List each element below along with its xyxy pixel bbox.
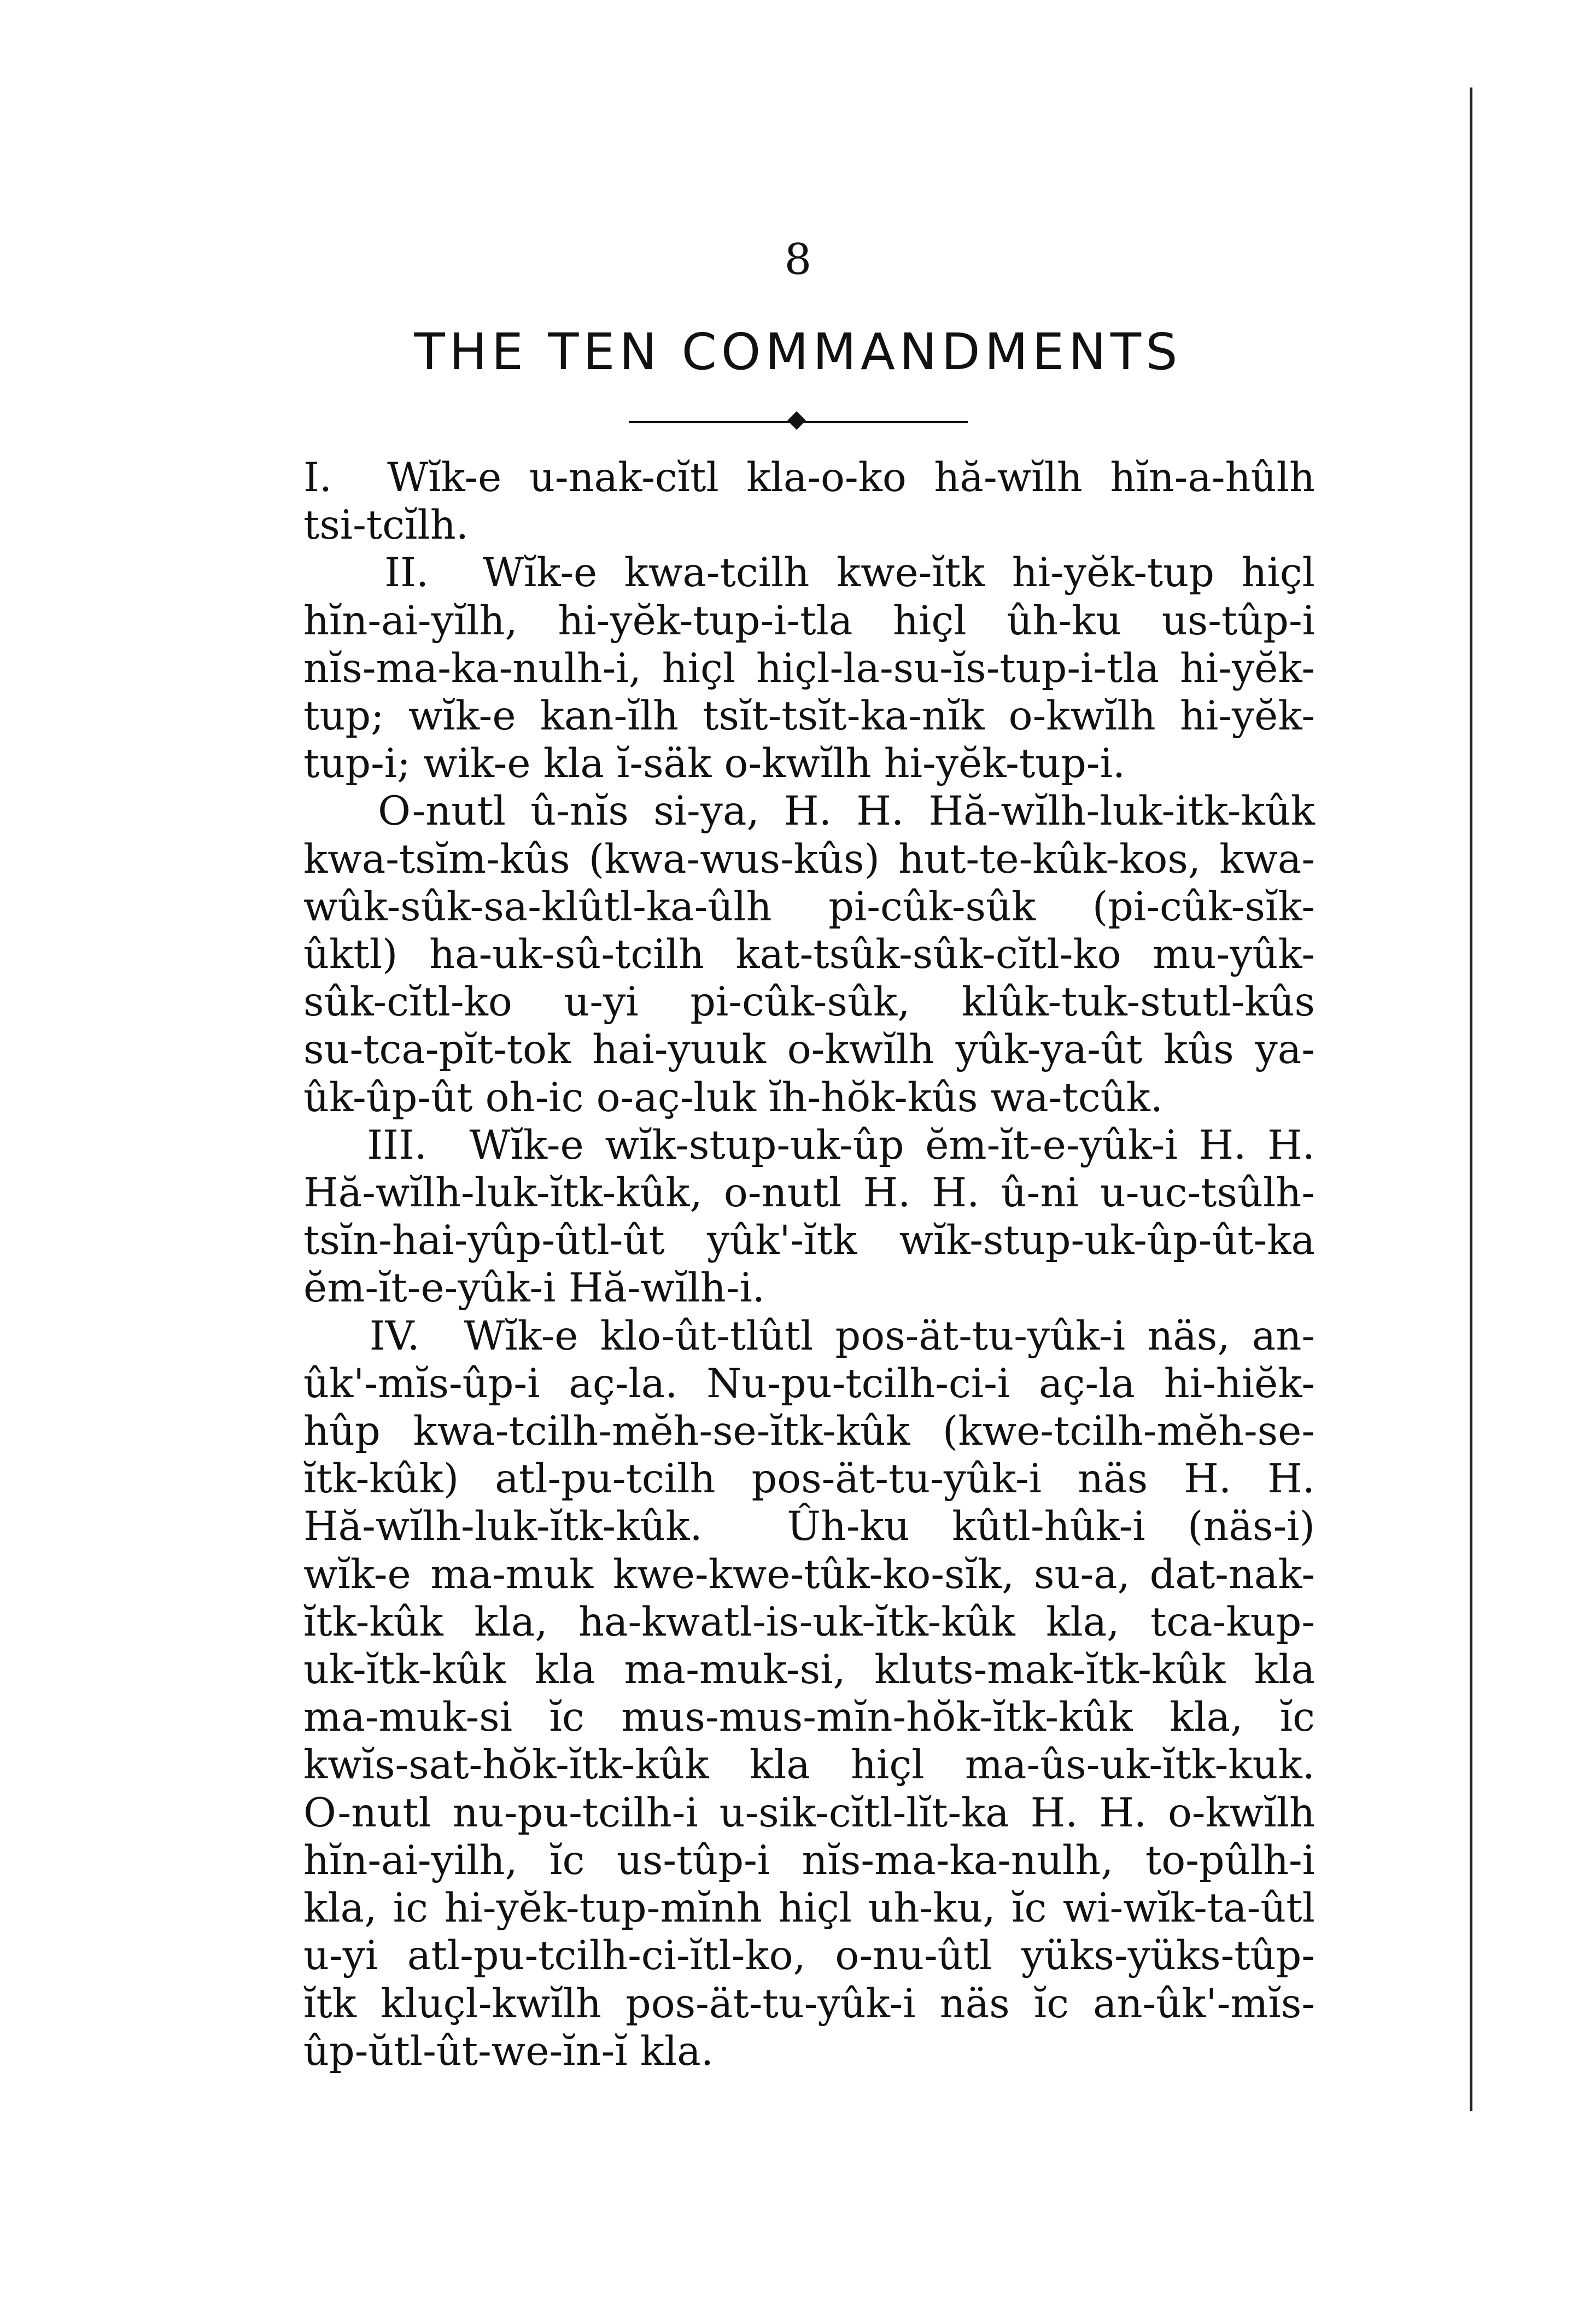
text-line: u-yi atl-pu-tcilh-ci-ĭtl-ko, o-nu-ûtl yüks-yüks-tûp-: [303, 1932, 1315, 1980]
text-line: II. Wĭk-e kwa-tcilh kwe-ĭtk hi-yĕk-tup hiçl: [303, 550, 1315, 597]
text-line: O-nutl nu-pu-tcilh-i u-sik-cĭtl-lĭt-ka H. H. o-kwĭlh: [303, 1789, 1315, 1836]
text-line: IV. Wĭk-e klo-ût-tlûtl pos-ät-tu-yûk-i näs, an-: [303, 1312, 1315, 1359]
text-line: Hă-wĭlh-luk-ĭtk-kûk, o-nutl H. H. û-ni u-uc-tsûlh-: [303, 1170, 1315, 1217]
text-line: tup; wĭk-e kan-ĭlh tsĭt-tsĭt-ka-nĭk o-kwĭlh hi-yĕk-: [303, 693, 1315, 740]
text-line: ĭtk-kûk kla, ha-kwatl-is-uk-ĭtk-kûk kla, tca-kup-: [303, 1598, 1315, 1645]
text-line: hĭn-ai-yilh, ĭc us-tûp-i nĭs-ma-ka-nulh, to-pûlh-i: [303, 1837, 1315, 1884]
text-line: uk-ĭtk-kûk kla ma-muk-si, kluts-mak-ĭtk-kûk kla: [303, 1647, 1315, 1694]
text-line: ûk-ûp-ût oh-ic o-aç-luk ĭh-hŏk-kûs wa-tcûk.: [303, 1074, 1164, 1121]
text-line: tsi-tcĭlh.: [303, 502, 469, 549]
text-line: hûp kwa-tcilh-mĕh-se-ĭtk-kûk (kwe-tcilh-mĕh-se-: [303, 1408, 1315, 1455]
text-line: ûk'-mĭs-ûp-i aç-la. Nu-pu-tcilh-ci-i aç-la hi-hiĕk-: [303, 1360, 1315, 1407]
text-line: wûk-sûk-sa-klûtl-ka-ûlh pi-cûk-sûk (pi-cûk-sĭk-: [303, 883, 1315, 930]
text-line: kwa-tsĭm-kûs (kwa-wus-kûs) hut-te-kûk-kos, kwa-: [303, 836, 1315, 883]
commandments-text: [303, 454, 1315, 2075]
text-line: wĭk-e ma-muk kwe-kwe-tûk-ko-sĭk, su-a, dat-nak-: [303, 1551, 1315, 1598]
text-line: nĭs-ma-ka-nulh-i, hiçl hiçl-la-su-ĭs-tup-i-tla hi-yĕk-: [303, 645, 1315, 692]
text-line: ĭtk kluçl-kwĭlh pos-ät-tu-yûk-i näs ĭc an-ûk'-mĭs-: [303, 1980, 1315, 2027]
text-line: ĕm-ĭt-e-yûk-i Hă-wĭlh-i.: [303, 1265, 765, 1312]
text-line: ûktl) ha-uk-sû-tcilh kat-tsûk-sûk-cĭtl-ko mu-yûk-: [303, 931, 1315, 978]
text-line: I. Wĭk-e u-nak-cĭtl kla-o-ko hă-wĭlh hĭn-a-hûlh: [303, 454, 1315, 501]
text-line: III. Wĭk-e wĭk-stup-uk-ûp ĕm-ĭt-e-yûk-i H. H.: [303, 1122, 1315, 1169]
text-line: tup-i; wik-e kla ĭ-säk o-kwĭlh hi-yĕk-tup-i.: [303, 740, 1126, 787]
text-line: hĭn-ai-yĭlh, hi-yĕk-tup-i-tla hiçl ûh-ku us-tûp-i: [303, 597, 1315, 644]
page-title: THE TEN COMMANDMENTS: [414, 323, 1182, 381]
text-line: kwĭs-sat-hŏk-ĭtk-kûk kla hiçl ma-ûs-uk-ĭtk-kuk.: [303, 1742, 1315, 1789]
text-line: O-nutl û-nĭs si-ya, H. H. Hă-wĭlh-luk-itk-kûk: [303, 788, 1315, 835]
text-line: ûp-ŭtl-ût-we-ĭn-ĭ kla.: [303, 2028, 714, 2075]
page-number: 8: [784, 235, 812, 284]
text-line: tsĭn-hai-yûp-ûtl-ût yûk'-ĭtk wĭk-stup-uk-ûp-ût-ka: [303, 1217, 1315, 1264]
binding-edge-line: [1470, 87, 1472, 2111]
text-line: sûk-cĭtl-ko u-yi pi-cûk-sûk, klûk-tuk-stutl-kûs: [303, 979, 1315, 1026]
text-line: su-tca-pĭt-tok hai-yuuk o-kwĭlh yûk-ya-ût kûs ya-: [303, 1026, 1315, 1073]
text-line: kla, ic hi-yĕk-tup-mĭnh hiçl uh-ku, ĭc wi-wĭk-ta-ûtl: [303, 1885, 1315, 1932]
ornament-diamond-icon: [787, 411, 806, 430]
text-line: ĭtk-kûk) atl-pu-tcilh pos-ät-tu-yûk-i näs H. H.: [303, 1456, 1315, 1503]
text-line: Hă-wĭlh-luk-ĭtk-kûk. Ûh-ku kûtl-hûk-i (näs-i): [303, 1503, 1315, 1550]
text-line: ma-muk-si ĭc mus-mus-mĭn-hŏk-ĭtk-kûk kla, ĭc: [303, 1694, 1315, 1741]
